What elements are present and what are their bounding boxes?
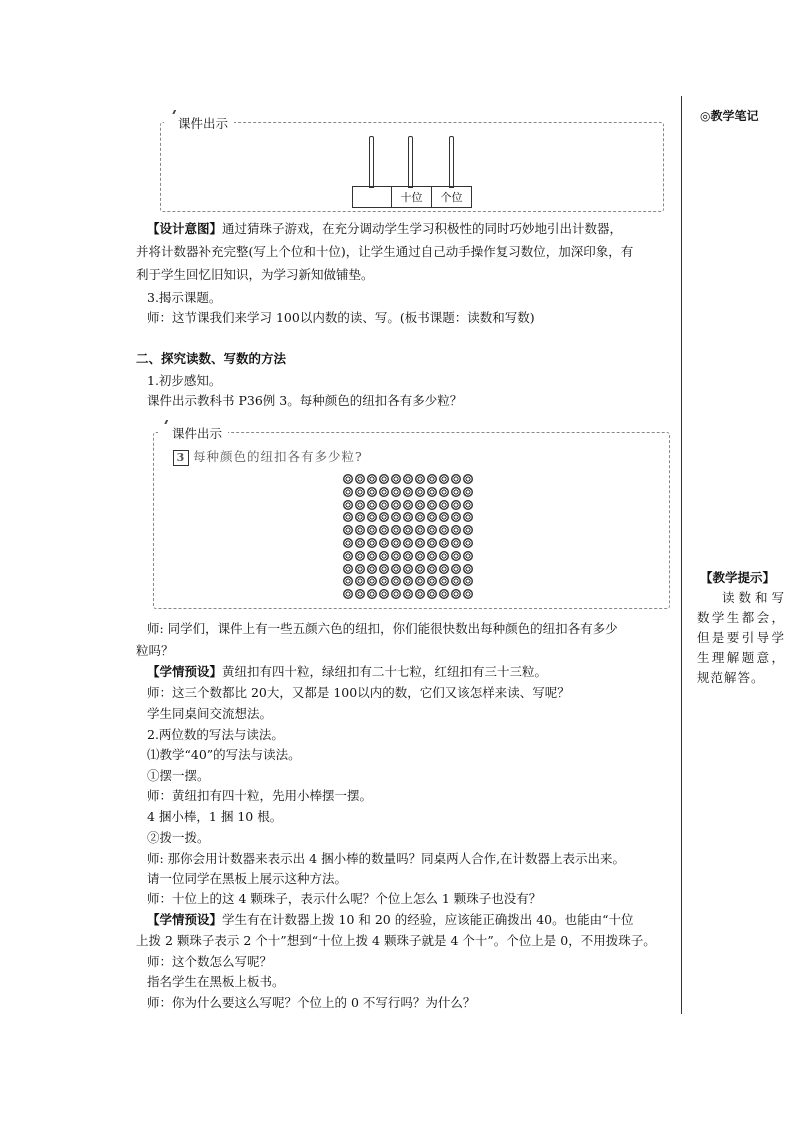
button-icon: [367, 551, 377, 561]
button-icon: [379, 500, 389, 510]
section-heading-2: 二、探究读数、写数的方法: [136, 351, 287, 366]
button-icon: [343, 576, 353, 586]
button-icon: [427, 474, 437, 484]
button-icon: [427, 564, 437, 574]
teacher-line-why: 师：你为什么要这么写呢？个位上的 0 不写行吗？为什么？: [147, 995, 476, 1010]
teacher-line-write: 师：这个数怎么写呢？: [147, 954, 273, 969]
teaching-tip-body: 读数和写数学生都会，但是要引导学生理解题意，规范解答。: [697, 590, 785, 685]
button-icon: [367, 564, 377, 574]
button-icon: [355, 512, 365, 522]
activity-2: ②拨一拨。: [147, 830, 210, 845]
button-icon: [427, 576, 437, 586]
button-icon: [379, 551, 389, 561]
button-icon: [451, 500, 461, 510]
button-icon: [391, 538, 401, 548]
button-icon: [415, 564, 425, 574]
button-icon: [379, 525, 389, 535]
button-icon: [451, 576, 461, 586]
step-3-title: 3.揭示课题。: [147, 290, 222, 305]
button-icon: [355, 500, 365, 510]
button-icon: [415, 589, 425, 599]
button-icon: [415, 474, 425, 484]
button-icon: [403, 589, 413, 599]
button-icon: [451, 564, 461, 574]
button-icon: [439, 551, 449, 561]
design-intent-line-3: 利于学生回忆旧知识，为学习新知做铺垫。: [136, 267, 374, 282]
button-icon: [367, 474, 377, 484]
button-icon: [403, 487, 413, 497]
button-icon: [355, 564, 365, 574]
button-icon: [451, 512, 461, 522]
button-icon: [439, 525, 449, 535]
panel-label: 课件出示: [164, 114, 234, 132]
button-icon: [343, 564, 353, 574]
button-icon: [439, 564, 449, 574]
button-icon: [451, 538, 461, 548]
button-icon: [343, 487, 353, 497]
button-icon: [403, 551, 413, 561]
button-icon: [367, 576, 377, 586]
button-icon: [439, 512, 449, 522]
button-icon: [343, 474, 353, 484]
teaching-tip-title: 【教学提示】: [700, 570, 776, 585]
button-icon: [355, 487, 365, 497]
abacus-cell-tens: 十位: [392, 187, 432, 207]
button-icon: [355, 551, 365, 561]
button-icon: [391, 551, 401, 561]
button-icon: [463, 487, 473, 497]
button-icon: [415, 538, 425, 548]
button-icon: [463, 525, 473, 535]
button-icon: [379, 512, 389, 522]
button-icon: [391, 589, 401, 599]
button-icon: [439, 538, 449, 548]
student-board-write: 指名学生在黑板上板书。: [147, 974, 285, 989]
example-number-badge: 3: [173, 450, 189, 466]
abacus-base: [352, 186, 472, 208]
abacus-rod-ones: [449, 136, 454, 188]
button-icon: [367, 538, 377, 548]
button-icon: [379, 474, 389, 484]
step-1-title: 1.初步感知。: [147, 373, 222, 388]
abacus-rod-tens: [408, 136, 413, 188]
button-icon: [439, 589, 449, 599]
sub-step-40: ⑴教学“40”的写法与读法。: [147, 747, 301, 762]
button-icon: [343, 589, 353, 599]
button-icon: [355, 538, 365, 548]
button-icon: [439, 487, 449, 497]
button-icon: [367, 589, 377, 599]
courseware-instruction: 课件出示教科书 P36例 3。每种颜色的纽扣各有多少粒？: [147, 393, 463, 408]
button-icon: [403, 512, 413, 522]
button-icon: [427, 538, 437, 548]
abacus-cell-hundreds: [353, 187, 392, 207]
button-icon: [367, 512, 377, 522]
button-icon: [427, 589, 437, 599]
button-icon: [379, 589, 389, 599]
button-icon: [343, 551, 353, 561]
button-icon: [463, 538, 473, 548]
teacher-line-buttons-1: 师: 同学们，课件上有一些五颜六色的纽扣，你们能很快数出每种颜色的纽扣各有多少: [147, 621, 618, 636]
button-icon: [355, 589, 365, 599]
button-icon: [451, 525, 461, 535]
button-icon: [427, 512, 437, 522]
button-icon: [451, 487, 461, 497]
button-icon: [391, 500, 401, 510]
teacher-line-beads: 师：十位上的这 4 颗珠子，表示什么呢？个位上怎么 1 颗珠子也没有？: [147, 891, 542, 906]
teacher-line-abacus-1: 师: 那你会用计数器来表示出 4 捆小棒的数量吗？同桌两人合作,在计数器上表示出来。: [147, 851, 626, 866]
button-icon: [463, 589, 473, 599]
button-icon: [463, 551, 473, 561]
panel-label: 课件出示: [158, 424, 228, 442]
button-icon: [451, 474, 461, 484]
button-icon: [403, 500, 413, 510]
step-2-title: 2.两位数的写法与读法。: [147, 727, 284, 742]
button-icon: [343, 500, 353, 510]
button-icon: [367, 500, 377, 510]
button-icon: [379, 564, 389, 574]
button-icon: [355, 525, 365, 535]
button-icon: [463, 576, 473, 586]
button-icon: [343, 512, 353, 522]
button-icon: [415, 500, 425, 510]
button-icon: [463, 474, 473, 484]
button-icon: [415, 576, 425, 586]
button-icon: [427, 525, 437, 535]
button-icon: [451, 551, 461, 561]
example-question: 3 每种颜色的纽扣各有多少粒?: [173, 447, 363, 466]
button-icon: [463, 500, 473, 510]
button-icon: [403, 576, 413, 586]
button-icon: [391, 564, 401, 574]
button-icon: [403, 538, 413, 548]
button-icon: [379, 487, 389, 497]
button-icon: [379, 576, 389, 586]
button-icon: [427, 551, 437, 561]
abacus-rod-hundreds: [369, 136, 374, 188]
design-intent-line-1: 【设计意图】通过猜珠子游戏，在充分调动学生学习积极性的同时巧妙地引出计数器，: [147, 221, 623, 236]
button-icon: [463, 512, 473, 522]
button-icon: [439, 474, 449, 484]
teacher-line-read-write: 师：这三个数都比 20大，又都是 100以内的数，它们又该怎样来读、写呢？: [147, 685, 570, 700]
student-discussion: 学生同桌间交流想法。: [147, 706, 273, 721]
button-icon: [427, 487, 437, 497]
button-icon: [463, 564, 473, 574]
button-icon: [343, 525, 353, 535]
design-intent-line-2: 并将计数器补充完整(写上个位和十位)，让学生通过自己动手操作复习数位，加深印象，有: [136, 244, 634, 259]
buttons-grid: [343, 474, 475, 602]
button-icon: [391, 525, 401, 535]
presupposition-2-line-2: 上拨 2 颗珠子表示 2 个十”想到“十位上拨 4 颗珠子就是 4 个十”。个位上是 0，不用拨珠子。: [136, 933, 656, 948]
button-icon: [439, 500, 449, 510]
button-icon: [367, 525, 377, 535]
teacher-line-abacus-2: 请一位同学在黑板上展示这种方法。: [147, 871, 348, 886]
button-icon: [415, 512, 425, 522]
button-icon: [415, 525, 425, 535]
sticks-count: 4 捆小棒，1 捆 10 根。: [147, 809, 283, 824]
button-icon: [439, 576, 449, 586]
button-icon: [343, 538, 353, 548]
button-icon: [415, 487, 425, 497]
teacher-line-sticks: 师：黄纽扣有四十粒，先用小棒摆一摆。: [147, 788, 373, 803]
button-icon: [451, 589, 461, 599]
teacher-line-topic: 师：这节课我们来学习 100以内数的读、写。(板书课题：读数和写数): [147, 310, 535, 325]
margin-divider: [681, 96, 682, 1014]
abacus-cell-ones: 个位: [440, 191, 463, 204]
button-icon: [355, 576, 365, 586]
button-icon: [379, 538, 389, 548]
presupposition-2-line-1: 【学情预设】学生有在计数器上拨 10 和 20 的经验，应该能正确拨出 40。也能由“十位: [147, 912, 634, 927]
button-icon: [391, 474, 401, 484]
button-icon: [355, 474, 365, 484]
button-icon: [427, 500, 437, 510]
button-icon: [415, 551, 425, 561]
button-icon: [403, 474, 413, 484]
teaching-notes-title: ◎教学笔记: [700, 109, 759, 123]
button-icon: [403, 564, 413, 574]
button-icon: [391, 576, 401, 586]
button-icon: [391, 487, 401, 497]
activity-1: ①摆一摆。: [147, 768, 210, 783]
button-icon: [367, 487, 377, 497]
presupposition-1: 【学情预设】黄纽扣有四十粒，绿纽扣有二十七粒，红纽扣有三十三粒。: [147, 664, 548, 679]
teacher-line-buttons-2: 粒吗？: [136, 643, 174, 658]
button-icon: [391, 512, 401, 522]
button-icon: [403, 525, 413, 535]
